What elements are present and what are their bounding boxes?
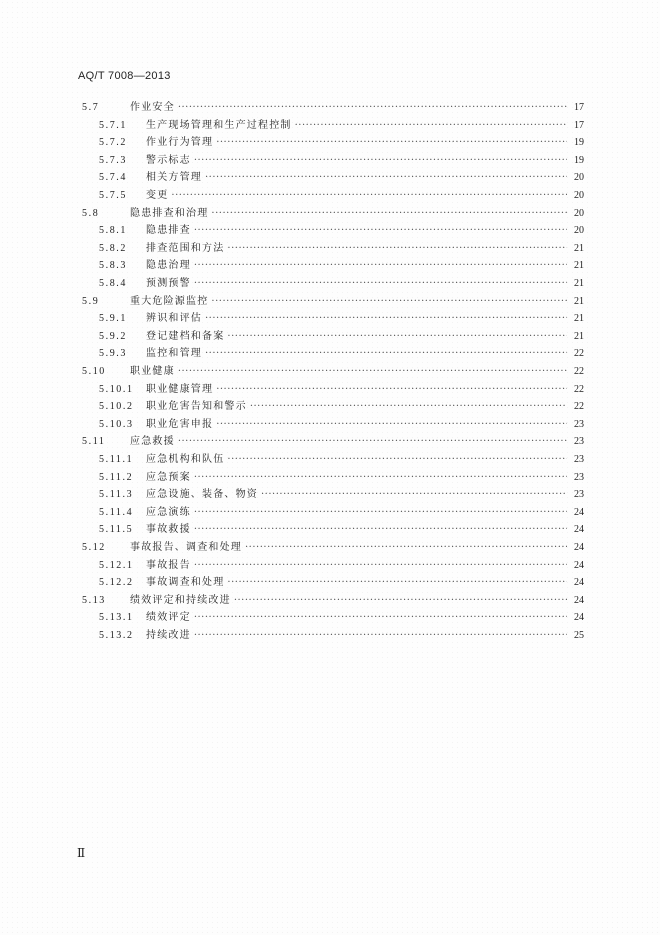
toc-dot-leader (216, 419, 567, 430)
toc-entry-title: 登记建档和备案 (146, 330, 225, 342)
toc-entry-number: 5.7.3 (99, 154, 127, 166)
toc-entry-page-number: 20 (574, 225, 584, 237)
toc-entry-page-number: 24 (574, 506, 584, 518)
toc-entry-title: 隐患排查 (146, 225, 191, 237)
toc-entry-page-number: 21 (574, 242, 584, 254)
toc-entry-title: 事故报告 (146, 559, 191, 571)
toc-dot-leader (194, 260, 567, 271)
toc-entry-page-number: 24 (574, 594, 584, 606)
toc-entry-number: 5.7.4 (99, 172, 127, 184)
toc-entry-number: 5.11.2 (99, 471, 134, 483)
toc-dot-leader (178, 436, 567, 447)
toc-entry-title: 辨识和评估 (146, 313, 202, 325)
toc-entry[interactable] (99, 626, 584, 644)
toc-entry-number: 5.12.2 (99, 577, 134, 589)
toc-entry-number: 5.8.1 (99, 225, 127, 237)
toc-dot-leader (261, 489, 567, 500)
toc-entry-number: 5.11 (82, 436, 106, 448)
toc-entry[interactable] (82, 538, 584, 556)
toc-entry-number: 5.10 (82, 366, 106, 377)
toc-entry-page-number: 20 (574, 190, 584, 201)
toc-dot-leader (194, 507, 567, 518)
toc-entry-number: 5.13.2 (99, 630, 134, 641)
toc-entry-title: 隐患排查和治理 (130, 207, 209, 219)
toc-entry[interactable] (99, 327, 584, 345)
toc-entry-page-number: 23 (574, 418, 584, 430)
toc-entry-title: 绩效评定 (146, 612, 191, 624)
toc-entry-number: 5.8.4 (99, 278, 127, 289)
toc-dot-leader (178, 102, 567, 113)
toc-entry[interactable] (99, 415, 584, 433)
toc-entry[interactable] (99, 133, 584, 151)
toc-entry-number: 5.13 (82, 594, 106, 606)
toc-entry[interactable] (99, 256, 584, 274)
toc-entry-title: 生产现场管理和生产过程控制 (146, 119, 292, 131)
toc-entry-number: 5.12 (82, 542, 106, 553)
toc-dot-leader (216, 137, 567, 148)
toc-entry-page-number: 21 (574, 295, 584, 307)
toc-entry-title: 事故救援 (146, 524, 191, 536)
toc-entry-page-number: 17 (574, 102, 584, 113)
toc-dot-leader (205, 313, 567, 324)
toc-entry-title: 职业健康 (130, 366, 175, 377)
toc-dot-leader (194, 630, 567, 641)
toc-entry-page-number: 22 (574, 401, 584, 413)
toc-entry[interactable] (82, 362, 584, 380)
toc-entry-number: 5.9.1 (99, 313, 127, 325)
toc-entry-number: 5.9.2 (99, 330, 127, 342)
toc-dot-leader (216, 384, 567, 395)
toc-entry[interactable] (99, 116, 584, 134)
toc-dot-leader (194, 472, 567, 483)
toc-dot-leader (194, 278, 567, 289)
toc-dot-leader (194, 155, 567, 166)
standard-code-header: AQ/T 7008—2013 (78, 70, 171, 82)
toc-entry[interactable] (99, 520, 584, 538)
toc-entry-title: 事故调查和处理 (146, 577, 225, 589)
toc-entry-page-number: 24 (574, 559, 584, 571)
toc-entry-page-number: 24 (574, 612, 584, 624)
toc-dot-leader (205, 348, 567, 359)
toc-dot-leader (211, 296, 567, 307)
toc-entry[interactable] (99, 380, 584, 398)
toc-entry[interactable] (99, 397, 584, 415)
toc-entry[interactable] (82, 591, 584, 609)
toc-entry-number: 5.7.1 (99, 119, 127, 131)
toc-entry-number: 5.13.1 (99, 612, 134, 624)
toc-entry[interactable] (99, 309, 584, 327)
toc-entry-number: 5.7.2 (99, 137, 127, 149)
toc-entry[interactable] (82, 98, 584, 116)
toc-entry-title: 重大危险源监控 (130, 295, 209, 307)
toc-dot-leader (295, 120, 567, 131)
page-number-footer: Ⅱ (77, 846, 86, 860)
toc-entry-page-number: 19 (574, 154, 584, 166)
toc-entry-page-number: 24 (574, 577, 584, 589)
toc-entry-number: 5.10.1 (99, 383, 134, 395)
toc-entry-title: 作业行为管理 (146, 137, 214, 149)
toc-entry[interactable] (99, 608, 584, 626)
toc-entry-page-number: 19 (574, 137, 584, 149)
toc-entry-title: 变更 (146, 190, 169, 201)
toc-entry-number: 5.8.2 (99, 242, 127, 254)
toc-dot-leader (227, 243, 567, 254)
toc-entry-title: 应急救援 (130, 436, 175, 448)
toc-entry-number: 5.7.5 (99, 190, 127, 201)
toc-entry-number: 5.10.2 (99, 401, 134, 413)
toc-entry[interactable] (99, 485, 584, 503)
toc-entry-page-number: 21 (574, 278, 584, 289)
toc-entry-title: 职业危害告知和警示 (146, 401, 247, 413)
toc-entry-title: 应急机构和队伍 (146, 454, 225, 465)
toc-dot-leader (194, 524, 567, 535)
toc-entry[interactable] (99, 239, 584, 257)
toc-entry-number: 5.11.4 (99, 506, 134, 518)
toc-entry-title: 事故报告、调查和处理 (130, 542, 242, 553)
toc-entry-number: 5.7 (82, 102, 100, 113)
toc-entry-title: 应急预案 (146, 471, 191, 483)
toc-entry[interactable] (99, 556, 584, 574)
toc-entry-title: 警示标志 (146, 154, 191, 166)
toc-entry-title: 隐患治理 (146, 260, 191, 272)
toc-dot-leader (194, 612, 567, 623)
toc-entry-number: 5.12.1 (99, 559, 134, 571)
toc-dot-leader (245, 542, 567, 553)
toc-entry[interactable] (99, 168, 584, 186)
toc-entry[interactable] (99, 274, 584, 292)
toc-entry-title: 作业安全 (130, 102, 175, 113)
toc-entry-page-number: 22 (574, 348, 584, 360)
toc-entry-number: 5.9 (82, 295, 100, 307)
toc-dot-leader (178, 366, 567, 377)
toc-entry[interactable] (99, 221, 584, 239)
toc-entry-number: 5.9.3 (99, 348, 127, 360)
toc-dot-leader (227, 577, 567, 588)
toc-entry-page-number: 17 (574, 119, 584, 131)
toc-entry-page-number: 21 (574, 260, 584, 272)
toc-entry-page-number: 20 (574, 207, 584, 219)
toc-entry[interactable] (99, 151, 584, 169)
toc-entry[interactable] (82, 292, 584, 310)
toc-entry-number: 5.8 (82, 207, 100, 219)
toc-entry-page-number: 23 (574, 454, 584, 465)
toc-entry-page-number: 24 (574, 542, 584, 553)
toc-entry[interactable] (99, 186, 584, 204)
toc-entry-page-number: 23 (574, 471, 584, 483)
toc-entry-page-number: 22 (574, 383, 584, 395)
toc-dot-leader (194, 560, 567, 571)
toc-dot-leader (171, 190, 567, 201)
toc-entry-page-number: 20 (574, 172, 584, 184)
toc-dot-leader (227, 331, 567, 342)
toc-entry[interactable] (99, 503, 584, 521)
toc-dot-leader (250, 401, 567, 412)
toc-entry-title: 排查范围和方法 (146, 242, 225, 254)
toc-entry-number: 5.8.3 (99, 260, 127, 272)
toc-entry-page-number: 23 (574, 489, 584, 501)
toc-entry-page-number: 23 (574, 436, 584, 448)
toc-dot-leader (194, 225, 567, 236)
toc-entry-page-number: 21 (574, 330, 584, 342)
toc-entry[interactable] (82, 204, 584, 222)
toc-entry-page-number: 21 (574, 313, 584, 325)
toc-dot-leader (205, 172, 567, 183)
toc-entry-page-number: 22 (574, 366, 584, 377)
toc-dot-leader (211, 208, 567, 219)
toc-entry[interactable] (82, 432, 584, 450)
toc-entry[interactable] (99, 468, 584, 486)
toc-entry-title: 持续改进 (146, 630, 191, 641)
toc-entry-title: 应急设施、装备、物资 (146, 489, 258, 501)
toc-dot-leader (227, 454, 567, 465)
toc-entry-title: 监控和管理 (146, 348, 202, 360)
toc-entry[interactable] (99, 450, 584, 468)
toc-entry-title: 绩效评定和持续改进 (130, 594, 231, 606)
toc-entry-page-number: 24 (574, 524, 584, 536)
toc-dot-leader (234, 595, 567, 606)
toc-entry-number: 5.10.3 (99, 418, 134, 430)
toc-entry-page-number: 25 (574, 630, 584, 641)
toc-entry[interactable] (99, 344, 584, 362)
toc-entry-title: 职业危害申报 (146, 418, 214, 430)
toc-entry-title: 预测预警 (146, 278, 191, 289)
toc-entry-title: 职业健康管理 (146, 383, 214, 395)
toc-entry-title: 应急演练 (146, 506, 191, 518)
toc-entry-title: 相关方管理 (146, 172, 202, 184)
toc-entry-number: 5.11.3 (99, 489, 134, 501)
toc-entry[interactable] (99, 573, 584, 591)
toc-entry-number: 5.11.1 (99, 454, 134, 465)
toc-entry-number: 5.11.5 (99, 524, 134, 536)
